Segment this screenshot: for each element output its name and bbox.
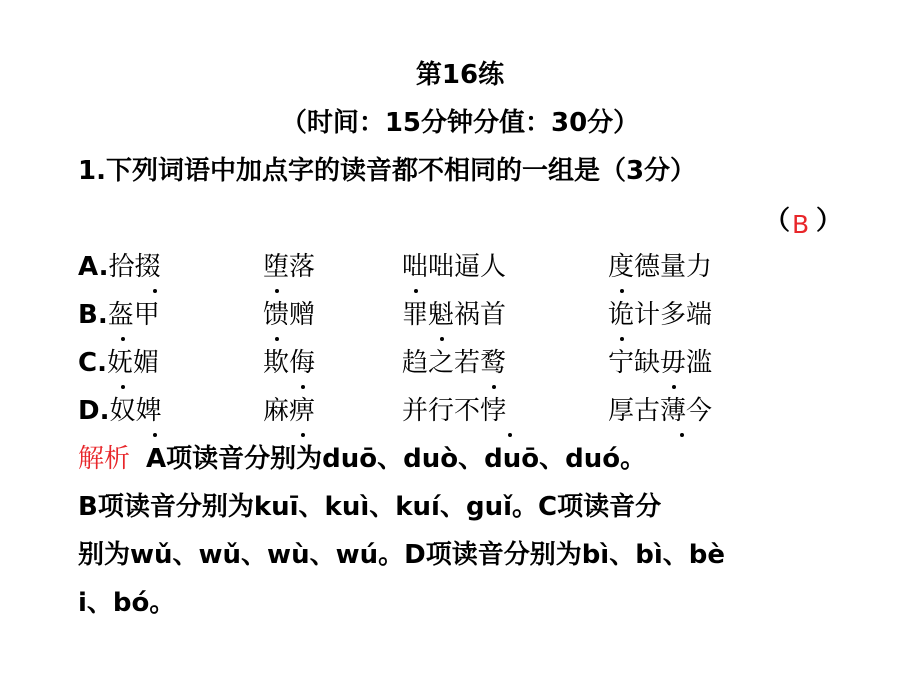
exercise-subtitle: （时间：15分钟分值：30分） <box>280 108 640 138</box>
emphasis-dot <box>301 433 305 437</box>
analysis-line-4: i、bó。 <box>78 588 176 618</box>
analysis-line-3: 别为wǔ、wǔ、wù、wú。D项读音分别为bì、bì、bè <box>78 540 725 570</box>
answer-letter: B <box>792 210 810 239</box>
emphasis-dot <box>121 337 125 341</box>
option-word-2: 麻痹 <box>263 396 316 426</box>
emphasis-dot <box>440 337 444 341</box>
emphasis-dot <box>301 385 305 389</box>
emphasis-dot <box>275 289 279 293</box>
option-label: C. <box>78 348 107 378</box>
emphasis-dot <box>153 433 157 437</box>
option-word-2: 馈赠 <box>263 300 316 330</box>
option-word-4: 诡计多端 <box>608 300 713 330</box>
option-word-1: B.盔甲 <box>78 300 160 330</box>
analysis-tag: 解析 <box>78 444 131 474</box>
option-label: A. <box>78 252 109 282</box>
option-word-1: D.奴婢 <box>78 396 162 426</box>
analysis-line-2: B项读音分别为kuī、kuì、kuí、guǐ。C项读音分 <box>78 492 662 522</box>
option-word-3: 咄咄逼人 <box>402 252 507 282</box>
option-word-3: 罪魁祸首 <box>402 300 507 330</box>
option-label: B. <box>78 300 108 330</box>
answer-open-paren: （ <box>764 206 791 236</box>
option-label: D. <box>78 396 110 426</box>
option-word-1: C.妩媚 <box>78 348 159 378</box>
emphasis-dot <box>414 289 418 293</box>
emphasis-dot <box>680 433 684 437</box>
option-word-3: 并行不悖 <box>402 396 507 426</box>
emphasis-dot <box>153 289 157 293</box>
option-word-4: 厚古薄今 <box>608 396 713 426</box>
question-text: 1.下列词语中加点字的读音都不相同的一组是（3分） <box>78 156 697 186</box>
emphasis-dot <box>508 433 512 437</box>
option-word-4: 宁缺毋滥 <box>608 348 713 378</box>
emphasis-dot <box>620 289 624 293</box>
option-word-4: 度德量力 <box>608 252 713 282</box>
option-word-3: 趋之若鹜 <box>402 348 507 378</box>
answer-close-paren: ） <box>816 206 843 236</box>
option-word-2: 堕落 <box>263 252 316 282</box>
option-word-1: A.拾掇 <box>78 252 161 282</box>
emphasis-dot <box>275 337 279 341</box>
emphasis-dot <box>620 337 624 341</box>
exercise-title: 第16练 <box>415 60 505 90</box>
emphasis-dot <box>672 385 676 389</box>
emphasis-dot <box>492 385 496 389</box>
option-word-2: 欺侮 <box>263 348 316 378</box>
analysis-line-1: 解析 A项读音分别为duō、duò、duō、duó。 <box>78 444 647 474</box>
emphasis-dot <box>121 385 125 389</box>
